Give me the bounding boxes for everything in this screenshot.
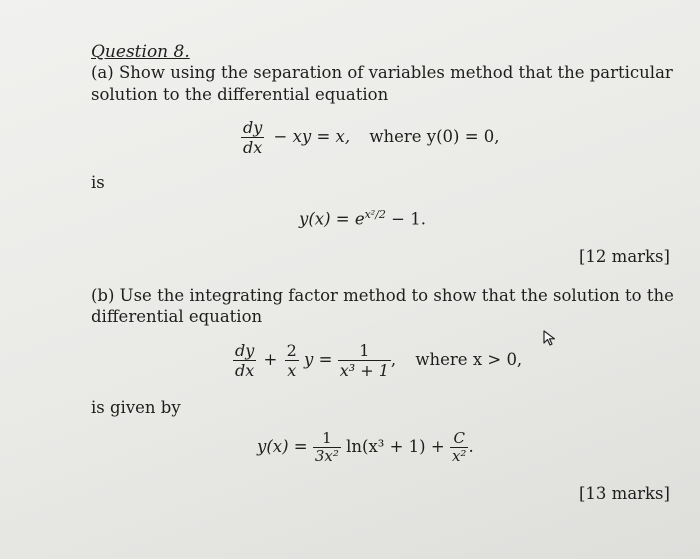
fraction-2-numerator: C (450, 430, 468, 448)
derivative-fraction (241, 118, 264, 157)
derivative-numerator: dy (243, 118, 263, 137)
part-a-marks: [12 marks] (579, 247, 670, 266)
solution-exponent: x²/2 (364, 208, 386, 221)
solution-tail: − 1. (385, 209, 426, 229)
is-label: is (91, 173, 105, 192)
equation-condition: where x > 0, (415, 350, 523, 369)
equation-mid: y = (304, 350, 333, 369)
part-a-solution (299, 208, 426, 229)
coefficient-fraction (285, 341, 299, 380)
solution-lhs: y(x) = (257, 437, 308, 456)
coefficient-numerator: 2 (286, 341, 297, 360)
part-b-marks: [13 marks] (579, 484, 670, 503)
solution-fraction-2 (450, 430, 468, 465)
rhs-denominator: x³ + 1 (339, 361, 389, 380)
part-a-intro-line1: (a) Show using the separation of variables method that the particular (91, 63, 673, 82)
log-term: ln(x³ + 1) + (346, 437, 445, 456)
part-b-intro-line1: (b) Use the integrating factor method to show that the solution to the (91, 286, 674, 305)
given-by-label: is given by (91, 398, 181, 417)
question-title: Question 8. (91, 42, 190, 62)
fraction-1-denominator: 3x² (314, 447, 339, 465)
equation-rest: − xy = x, (273, 127, 351, 146)
rhs-fraction (338, 341, 391, 380)
fraction-2-denominator: x² (451, 447, 467, 465)
plus-sign: + (263, 350, 278, 369)
rhs-numerator: 1 (338, 341, 391, 361)
coefficient-denominator: x (287, 361, 297, 380)
part-a-equation (241, 118, 500, 157)
part-b-intro-line2: differential equation (91, 307, 263, 326)
equation-condition: where y(0) = 0, (369, 127, 500, 146)
equation-comma: , (390, 350, 397, 369)
part-b-solution (257, 430, 474, 465)
part-a-intro-line2: solution to the differential equation (91, 85, 389, 104)
derivative-fraction (233, 341, 256, 380)
part-b-equation (233, 341, 522, 380)
derivative-numerator: dy (235, 341, 255, 360)
solution-fraction-1 (313, 430, 341, 465)
derivative-denominator: dx (243, 138, 263, 157)
solution-period: . (468, 437, 474, 456)
mouse-pointer-icon (542, 329, 560, 347)
fraction-1-numerator: 1 (313, 430, 341, 448)
derivative-denominator: dx (235, 361, 255, 380)
solution-lhs: y(x) = e (299, 209, 365, 229)
